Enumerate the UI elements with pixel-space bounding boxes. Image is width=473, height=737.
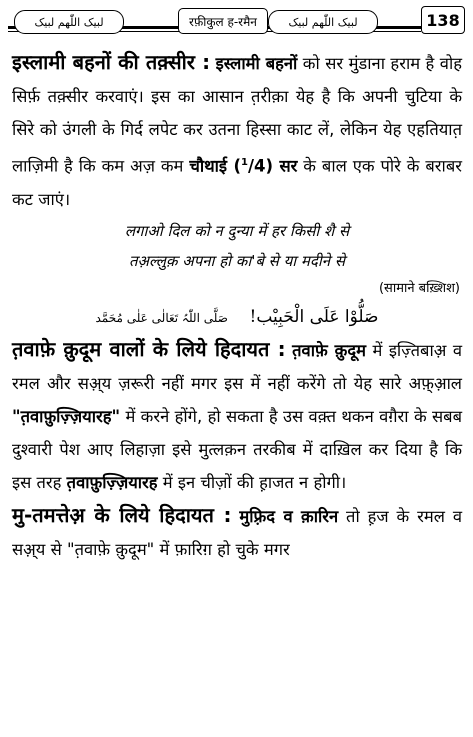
header-ornament-right-text: لبیک اللّٰھم لبیک xyxy=(288,15,358,29)
paragraph-text-end: के बाल एक पोरे के बराबर कट जाएं। xyxy=(12,156,462,209)
bold-term-ziyarah-2: त़वाफ़ुज़्ज़ियारह xyxy=(66,472,158,492)
running-title: रफ़ीकुल ह-रमैन xyxy=(189,14,257,29)
header-ornament-left xyxy=(14,10,124,34)
paragraph-text: में इज़्तिबाअ़ व रमल और सअ़्य ज़रूरी नहीं मगर इस में नहीं करेंगे तो येह सारे अफ़्आ़ल xyxy=(12,340,462,393)
bold-term: इस्लामी बहनों xyxy=(215,54,298,73)
header-ornament-right xyxy=(268,10,378,34)
running-title-box xyxy=(178,8,268,34)
header-ornament-left-text: لبیک اللّٰھم لبیک xyxy=(34,15,104,29)
fraction-numerator: 1 xyxy=(241,157,248,168)
bold-term-quarter: चौथाई ( xyxy=(189,156,242,176)
bold-term: त़वाफ़े क़ुदूम xyxy=(292,340,366,360)
bold-term-ziyarah: "त़वाफ़ुज़्ज़ियारह" xyxy=(12,406,121,426)
couplet-source: (सामाने बख़्शिश) xyxy=(378,280,460,296)
section-heading-mutamattea: मु-तमत्तेअ़ के लिये हिदायत : xyxy=(12,502,232,527)
paragraph-tawaf-qudoom xyxy=(12,333,462,499)
paragraph-text: तो ह़ज के रमल व सअ़्य से "त़वाफ़े क़ुदूम" में फ़ारिग़ हो चुके मगर xyxy=(12,506,462,559)
section-heading-women-taqseer: इस्लामी बहनों की तक़्सीर : xyxy=(12,50,211,74)
salutation-line xyxy=(12,302,462,333)
couplet-line-2: तअ़ल्लुक़ अपना हो का'बे से या मदीने से xyxy=(129,251,345,270)
paragraph-mutamattea xyxy=(12,499,462,566)
paragraph-women-taqseer xyxy=(12,46,462,216)
paragraph-text-mid: में करने होंगे, हो सकता है उस वक़्त थकन वग़ैरा के सबब दुश्वारी पेश आए लिहाज़ा इसे मुत्लक़न तरकीब में दाख़िल कर दिया है कि इस तरह xyxy=(12,406,462,492)
couplet-line-1: लगाओ दिल को न दुन्या में हर किसी शै से xyxy=(124,221,350,240)
section-heading-tawaf-qudoom: त़वाफ़े क़ुदूम वालों के लिये हिदायत : xyxy=(12,336,286,361)
page-number: 138 xyxy=(421,6,465,34)
fraction-denominator: /4) सर xyxy=(247,156,298,176)
page-header xyxy=(8,6,465,38)
page-content xyxy=(12,46,462,566)
salutation-main: صَلُّوْا عَلَی الْحَبِیْب! xyxy=(249,306,379,327)
salutation-small: صَلَّی اللّٰہُ تَعَالٰی عَلٰی مُحَمَّد xyxy=(95,310,228,325)
paragraph-text-end: में इन चीज़ों की ह़ाजत न होगी। xyxy=(157,472,347,492)
bold-term: मुफ़्रिद व क़ारिन xyxy=(239,506,339,526)
paragraph-text: को सर मुंडाना हराम है वोह सिर्फ़ तक़्सीर करवाएं। इस का आसान त़रीक़ा येह है कि अपनी चुटिया के सिरे को उंगली के गिर्द लपेट कर उतना हिस्सा काट लें, लेकिन येह एहतियात़ लाज़िमी है कि कम अज़ कम xyxy=(12,54,463,176)
